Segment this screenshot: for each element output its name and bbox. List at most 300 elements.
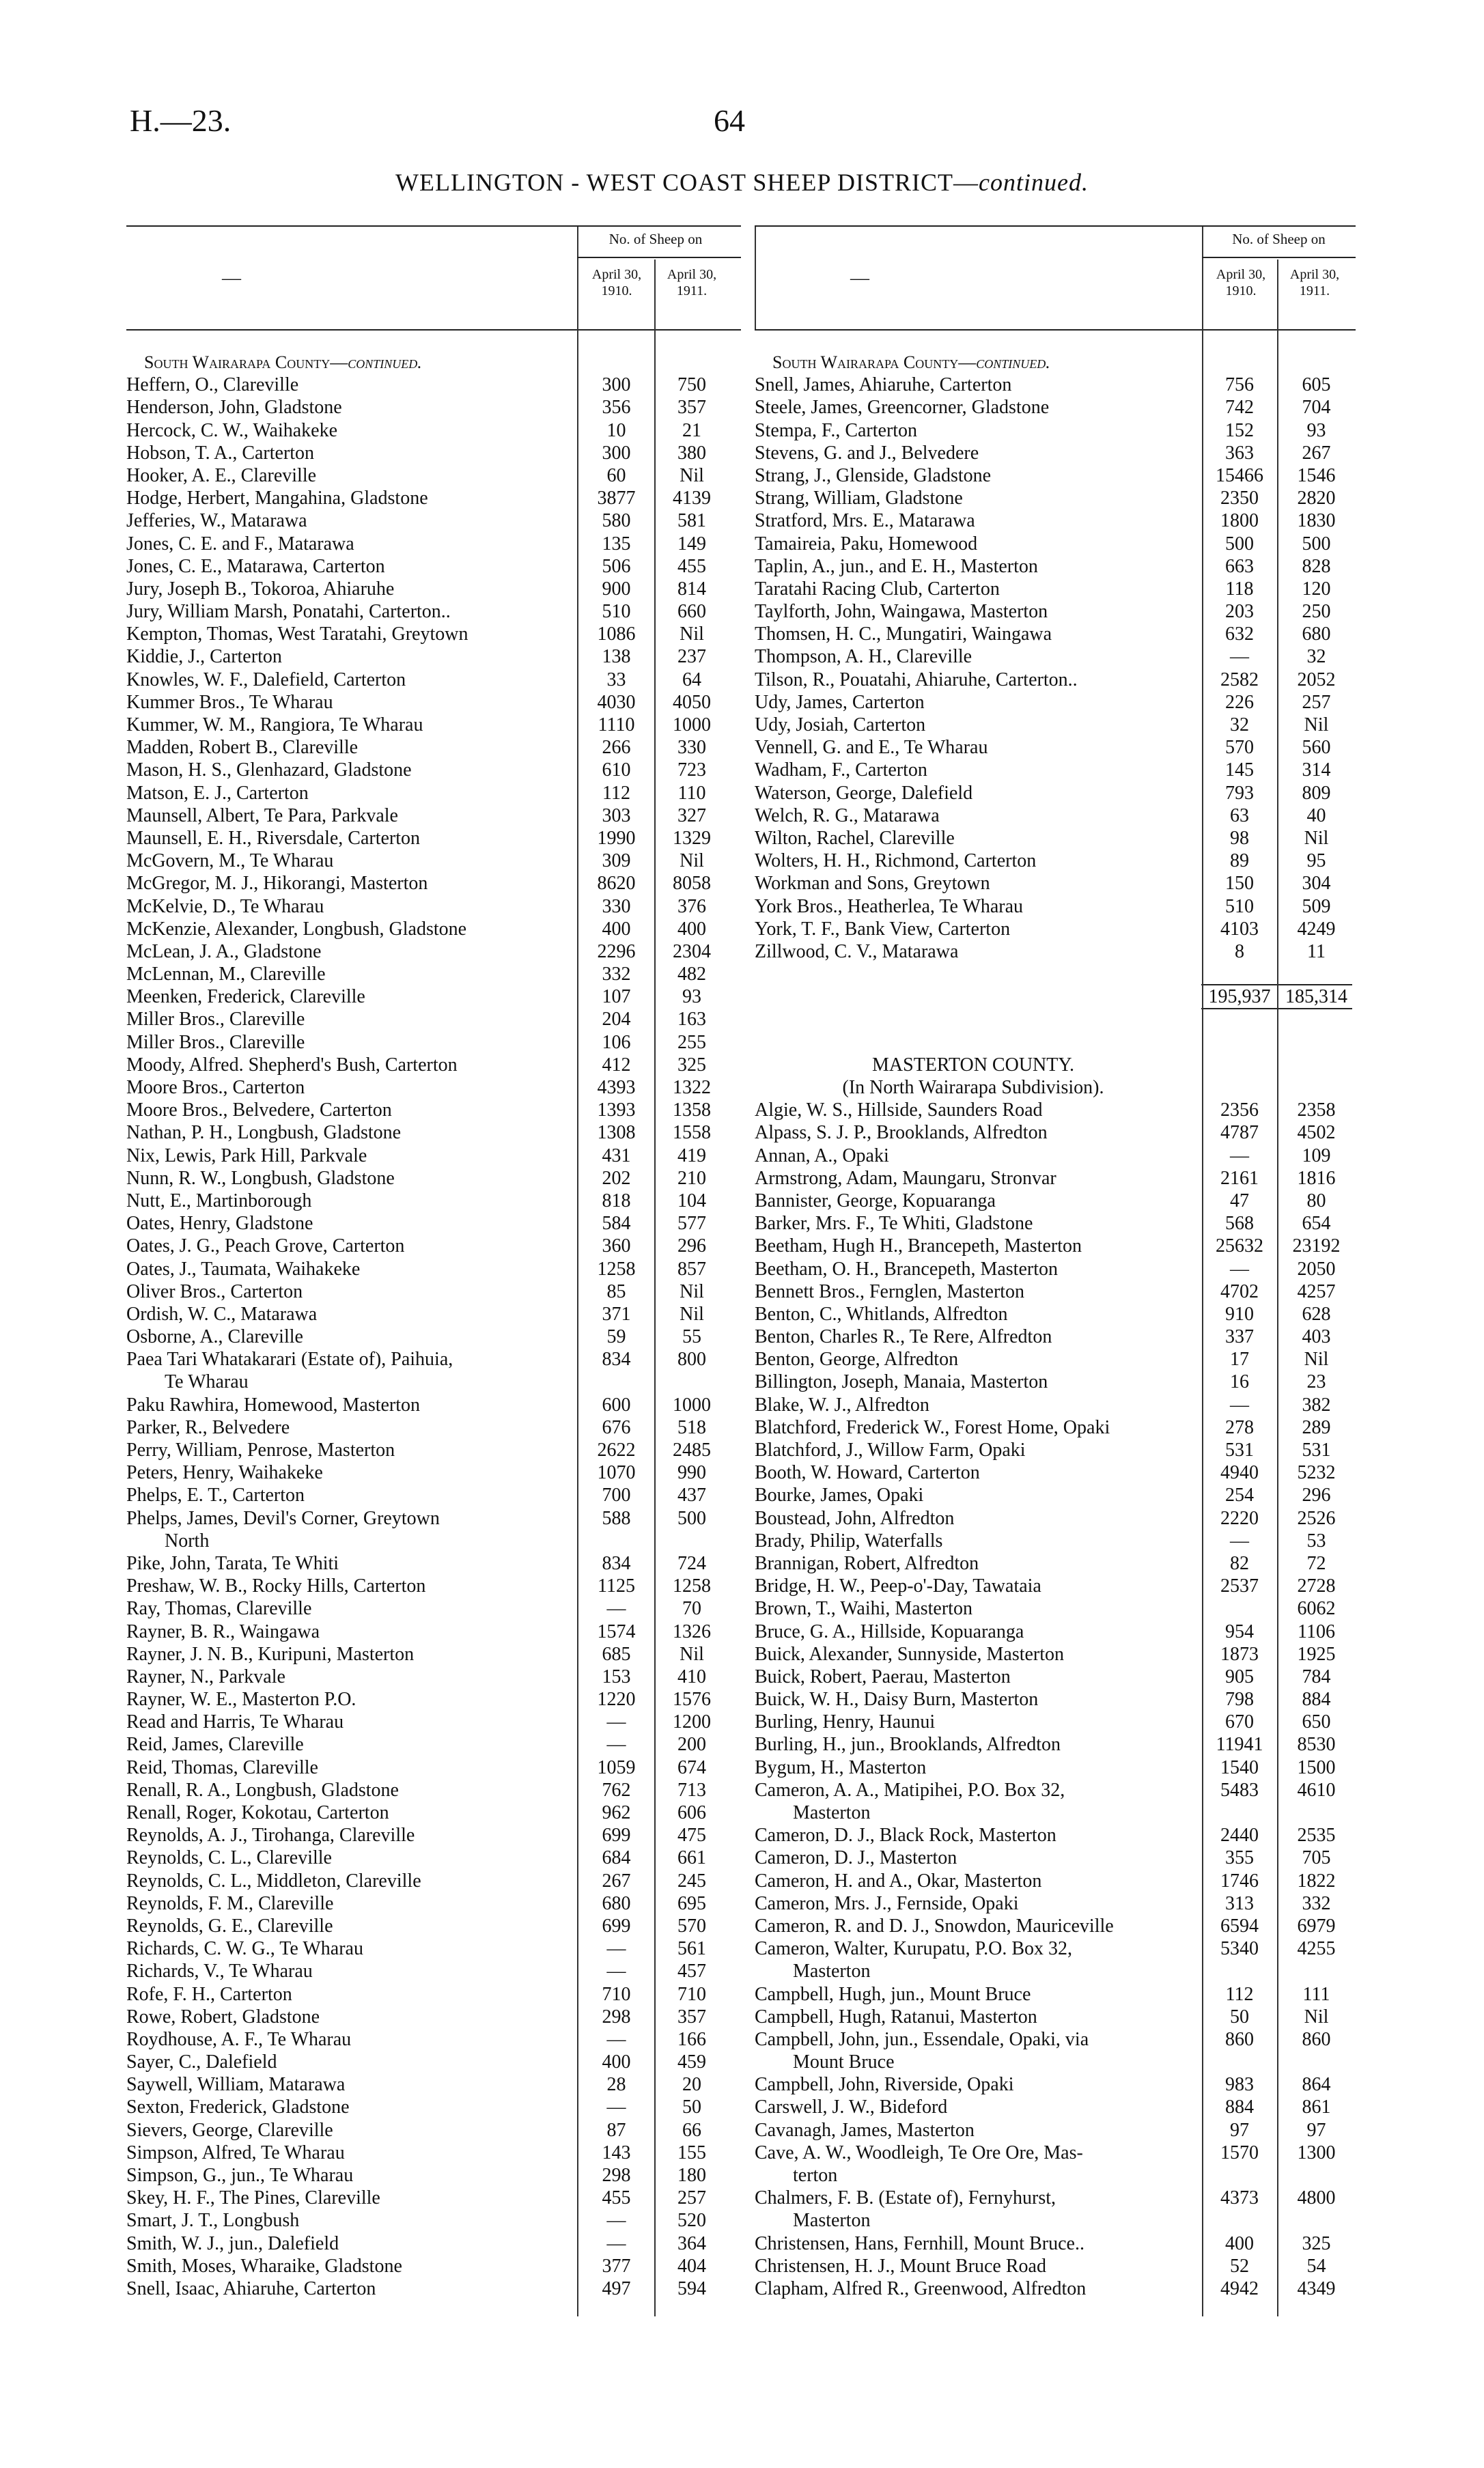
- value-1910: 226: [1225, 691, 1254, 713]
- row-name: Carswell, J. W., Bideford: [755, 2097, 948, 2118]
- row-name: Smith, Moses, Wharaike, Gladstone: [126, 2255, 402, 2277]
- row-name: Read and Harris, Te Wharau: [126, 1711, 344, 1733]
- value-1910: 4940: [1220, 1462, 1259, 1484]
- table-row: [126, 487, 741, 509]
- table-row: [126, 1824, 741, 1847]
- value-1910: 632: [1225, 623, 1254, 645]
- row-name: Sievers, George, Clareville: [126, 2119, 333, 2141]
- value-1911: 70: [682, 1598, 701, 1620]
- value-1910: 699: [602, 1825, 631, 1847]
- value-1910: 742: [1225, 397, 1254, 419]
- table-row: [755, 442, 1356, 464]
- table-row: [126, 1870, 741, 1892]
- value-1911: 410: [677, 1666, 706, 1687]
- table-row: [126, 1711, 741, 1733]
- value-1911: 330: [677, 737, 706, 759]
- row-name: Stratford, Mrs. E., Matarawa: [755, 510, 975, 532]
- table-row: [755, 985, 1356, 1008]
- table-row: [755, 1235, 1356, 1257]
- value-1911: 2820: [1297, 488, 1336, 509]
- value-1911: 457: [677, 1961, 706, 1982]
- value-1910: 584: [602, 1213, 631, 1235]
- row-name: Hodge, Herbert, Mangahina, Gladstone: [126, 488, 428, 509]
- value-1911: 809: [1302, 782, 1331, 804]
- row-name: Zillwood, C. V., Matarawa: [755, 940, 959, 962]
- value-1911: 1329: [673, 827, 711, 849]
- table-row: [126, 374, 741, 396]
- value-1910: 85: [606, 1280, 626, 1302]
- value-1911: 4050: [673, 691, 711, 713]
- value-1910: 1059: [597, 1756, 636, 1778]
- value-1911: 120: [1302, 578, 1331, 600]
- table-row: [755, 782, 1356, 804]
- right-body-divider-1: [1202, 328, 1203, 2316]
- table-row: [126, 1621, 741, 1643]
- row-name: Stevens, G. and J., Belvedere: [755, 442, 979, 464]
- value-1911: 380: [677, 442, 706, 464]
- row-name: Beetham, O. H., Brancepeth, Masterton: [755, 1258, 1058, 1280]
- value-1910: 10: [606, 419, 626, 441]
- value-1910: 1308: [597, 1122, 636, 1144]
- value-1911: Nil: [680, 623, 704, 645]
- value-1911: 104: [677, 1190, 706, 1211]
- value-1910: 1540: [1220, 1756, 1259, 1778]
- table-row: [126, 1892, 741, 1915]
- row-name: Kummer Bros., Te Wharau: [126, 691, 333, 713]
- right-rows: [755, 331, 1356, 2300]
- value-1911: 8530: [1297, 1734, 1336, 1756]
- right-header-subrule: [1202, 257, 1356, 258]
- value-1911: 180: [677, 2165, 706, 2186]
- row-name: Booth, W. Howard, Carterton: [755, 1462, 980, 1484]
- value-1911: 364: [677, 2232, 706, 2254]
- value-1911: 710: [677, 1983, 706, 2005]
- table-row: [755, 2232, 1356, 2255]
- table-row: [755, 850, 1356, 872]
- table-row: [755, 645, 1356, 668]
- value-1911: 149: [677, 533, 706, 555]
- table-row: [755, 2006, 1356, 2028]
- row-name: Te Wharau: [126, 1371, 249, 1393]
- row-name: Buick, W. H., Daisy Burn, Masterton: [755, 1689, 1039, 1711]
- table-row: [755, 1121, 1356, 1144]
- value-1910: 834: [602, 1552, 631, 1574]
- value-1910: 685: [602, 1643, 631, 1665]
- row-name: Phelps, E. T., Carterton: [126, 1485, 305, 1506]
- table-row: [755, 351, 1356, 374]
- value-1911: 500: [1302, 533, 1331, 555]
- value-1910: 150: [1225, 873, 1254, 895]
- value-1910: 568: [1225, 1213, 1254, 1235]
- value-1911: 531: [1302, 1440, 1331, 1461]
- value-1910: 588: [602, 1507, 631, 1529]
- table-row: [126, 1756, 741, 1779]
- value-1911: 8058: [673, 873, 711, 895]
- value-1911: 55: [682, 1326, 701, 1348]
- value-1911: 40: [1306, 804, 1326, 826]
- table-row: [126, 1212, 741, 1235]
- row-name: McGregor, M. J., Hikorangi, Masterton: [126, 873, 428, 895]
- value-1910: 4787: [1220, 1122, 1259, 1144]
- row-name: Tilson, R., Pouatahi, Ahiaruhe, Carterton..: [755, 669, 1078, 690]
- value-1911: 1000: [673, 1394, 711, 1416]
- row-name: Sexton, Frederick, Gladstone: [126, 2097, 350, 2118]
- table-row: [126, 1507, 741, 1530]
- row-name: Snell, Isaac, Ahiaruhe, Carterton: [126, 2277, 376, 2299]
- table-row: [126, 2006, 741, 2028]
- table-row: [755, 1326, 1356, 1348]
- value-1910: 1125: [598, 1575, 635, 1597]
- value-1910: 1574: [597, 1621, 636, 1642]
- value-1910: 337: [1225, 1326, 1254, 1348]
- value-1910: 63: [1230, 804, 1249, 826]
- row-name: Saywell, William, Matarawa: [126, 2074, 346, 2096]
- table-row: [126, 2255, 741, 2277]
- value-1911: 605: [1302, 374, 1331, 396]
- value-1910: 2296: [597, 940, 636, 962]
- value-1910: 412: [602, 1054, 631, 1076]
- row-name: Steele, James, Greencorner, Gladstone: [755, 397, 1050, 419]
- right-header-leftedge: [755, 227, 756, 329]
- value-1910: 1746: [1220, 1870, 1259, 1892]
- table-row: [755, 1733, 1356, 1756]
- table-row: [126, 1371, 741, 1393]
- row-name: Brown, T., Waihi, Masterton: [755, 1598, 972, 1620]
- value-1911: 4502: [1297, 1122, 1336, 1144]
- row-name: Cameron, H. and A., Okar, Masterton: [755, 1870, 1042, 1892]
- value-1910: 15466: [1216, 464, 1263, 486]
- value-1910: 1070: [597, 1462, 636, 1484]
- table-row: [126, 1235, 741, 1257]
- table-row: [126, 1121, 741, 1144]
- row-name: Kiddie, J., Carterton: [126, 646, 282, 668]
- table-row: [755, 669, 1356, 691]
- value-1911: 459: [677, 2051, 706, 2073]
- value-1911: 1830: [1297, 510, 1336, 532]
- value-1911: 332: [1302, 1892, 1331, 1914]
- table-row: [755, 2209, 1356, 2232]
- table-row: [126, 351, 741, 374]
- value-1911: 376: [677, 895, 706, 917]
- value-1911: 1326: [673, 1621, 711, 1642]
- table-row: [755, 1280, 1356, 1303]
- row-name: Oliver Bros., Carterton: [126, 1280, 303, 1302]
- value-1911: 1576: [673, 1689, 711, 1711]
- table-row: [755, 1915, 1356, 1937]
- value-1911: 357: [677, 2006, 706, 2028]
- left-header-subrule: [577, 257, 741, 258]
- value-1911: Nil: [680, 1643, 704, 1665]
- row-name: Cameron, D. J., Masterton: [755, 1847, 957, 1869]
- row-name: Hercock, C. W., Waihakeke: [126, 419, 338, 441]
- row-name: Benton, C., Whitlands, Alfredton: [755, 1303, 1008, 1325]
- value-1910: 82: [1230, 1552, 1249, 1574]
- table-row: [755, 1394, 1356, 1416]
- value-1910: 2537: [1220, 1575, 1259, 1597]
- row-name: Christensen, Hans, Fernhill, Mount Bruce..: [755, 2232, 1084, 2254]
- row-name: Madden, Robert B., Clareville: [126, 737, 359, 759]
- page-number: 64: [714, 103, 745, 138]
- value-1911: 80: [1306, 1190, 1326, 1211]
- row-name: Waterson, George, Dalefield: [755, 782, 973, 804]
- table-row: [126, 1779, 741, 1801]
- table-row: [126, 1008, 741, 1030]
- value-1910: 203: [1225, 601, 1254, 623]
- row-name: Nutt, E., Martinborough: [126, 1190, 312, 1211]
- value-1911: 577: [677, 1213, 706, 1235]
- value-1911: 628: [1302, 1303, 1331, 1325]
- table-row: [755, 1983, 1356, 2006]
- value-1910: 4103: [1220, 918, 1259, 940]
- row-name: Jury, Joseph B., Tokoroa, Ahiaruhe: [126, 578, 395, 600]
- value-1910: 798: [1225, 1689, 1254, 1711]
- value-1911: 21: [682, 419, 701, 441]
- row-name: Preshaw, W. B., Rocky Hills, Carterton: [126, 1575, 426, 1597]
- row-name: Rofe, F. H., Carterton: [126, 1983, 292, 2005]
- value-1911: 1300: [1297, 2142, 1336, 2163]
- value-1911: 800: [677, 1349, 706, 1371]
- value-1911: 155: [677, 2142, 706, 2163]
- table-row: [755, 759, 1356, 781]
- row-name: Bennett Bros., Fernglen, Masterton: [755, 1280, 1025, 1302]
- row-name: Moore Bros., Carterton: [126, 1077, 305, 1098]
- table-row: [755, 1937, 1356, 1960]
- row-name: Workman and Sons, Greytown: [755, 873, 990, 895]
- row-name: Hooker, A. E., Clareville: [126, 464, 317, 486]
- row-name: Buick, Alexander, Sunnyside, Masterton: [755, 1643, 1065, 1665]
- value-1911: 884: [1302, 1689, 1331, 1711]
- value-1911: 581: [677, 510, 706, 532]
- value-1910: 47: [1230, 1190, 1249, 1211]
- value-1911: 1546: [1297, 464, 1336, 486]
- table-row: [755, 1371, 1356, 1393]
- table-row: [755, 691, 1356, 714]
- table-row: [755, 555, 1356, 578]
- table-row: [126, 2096, 741, 2118]
- value-1911: Nil: [680, 1280, 704, 1302]
- table-row: [755, 1870, 1356, 1892]
- value-1910: 818: [602, 1190, 631, 1211]
- value-1910: 195,937: [1208, 986, 1271, 1008]
- value-1911: 680: [1302, 623, 1331, 645]
- value-1910: 756: [1225, 374, 1254, 396]
- row-name: Parker, R., Belvedere: [126, 1416, 290, 1438]
- row-name: Mount Bruce: [755, 2051, 895, 2073]
- value-1911: 357: [677, 397, 706, 419]
- table-row: [126, 1915, 741, 1937]
- value-1910: 983: [1225, 2074, 1254, 2096]
- value-1910: 138: [602, 646, 631, 668]
- value-1910: 107: [602, 986, 631, 1008]
- value-1910: 28: [606, 2074, 626, 2096]
- row-name: Nunn, R. W., Longbush, Gladstone: [126, 1167, 395, 1189]
- row-name: Alpass, S. J. P., Brooklands, Alfredton: [755, 1122, 1048, 1144]
- row-name: Christensen, H. J., Mount Bruce Road: [755, 2255, 1046, 2277]
- value-1910: 313: [1225, 1892, 1254, 1914]
- value-1911: 296: [677, 1235, 706, 1257]
- table-row: [126, 1280, 741, 1303]
- table-row: [755, 1552, 1356, 1575]
- value-1910: 330: [602, 895, 631, 917]
- table-row: [755, 963, 1356, 985]
- table-row: [126, 555, 741, 578]
- row-name: Cavanagh, James, Masterton: [755, 2119, 975, 2141]
- row-name: Rowe, Robert, Gladstone: [126, 2006, 320, 2028]
- table-row: [755, 1575, 1356, 1597]
- table-row: [755, 1688, 1356, 1711]
- value-1911: 705: [1302, 1847, 1331, 1869]
- row-name: Rayner, W. E., Masterton P.O.: [126, 1689, 356, 1711]
- value-1911: 185,314: [1285, 986, 1347, 1008]
- value-1911: 296: [1302, 1485, 1331, 1506]
- table-row: [126, 623, 741, 645]
- row-name: Renall, Roger, Kokotau, Carterton: [126, 1802, 389, 1823]
- value-1910: 300: [602, 374, 631, 396]
- value-1911: 518: [677, 1416, 706, 1438]
- table-row: [755, 464, 1356, 487]
- table-row: [755, 1484, 1356, 1506]
- value-1910: 400: [602, 2051, 631, 2073]
- table-row: [755, 2164, 1356, 2187]
- value-1910: 360: [602, 1235, 631, 1257]
- table-row: [126, 2028, 741, 2051]
- value-1911: 257: [1302, 691, 1331, 713]
- value-1911: 1200: [673, 1711, 711, 1733]
- left-body-divider-2: [654, 328, 656, 2316]
- row-name: Meenken, Frederick, Clareville: [126, 986, 365, 1008]
- right-header-subdivider: [1277, 260, 1278, 329]
- value-1911: Nil: [1304, 714, 1329, 735]
- value-1911: 2526: [1297, 1507, 1336, 1529]
- row-name: Nathan, P. H., Longbush, Gladstone: [126, 1122, 402, 1144]
- value-1910: —: [1230, 646, 1249, 668]
- row-name: Jones, C. E. and F., Matarawa: [126, 533, 354, 555]
- row-name: Roydhouse, A. F., Te Wharau: [126, 2028, 352, 2050]
- row-name: Masterton: [755, 1961, 871, 1982]
- table-row: [755, 1167, 1356, 1190]
- value-1910: 510: [602, 601, 631, 623]
- row-name: Benton, Charles R., Te Rere, Alfredton: [755, 1326, 1052, 1348]
- value-1910: 204: [602, 1009, 631, 1030]
- value-1910: 267: [602, 1870, 631, 1892]
- row-name: Mason, H. S., Glenhazard, Gladstone: [126, 759, 412, 781]
- value-1910: 500: [1225, 533, 1254, 555]
- value-1911: 210: [677, 1167, 706, 1189]
- table-row: [126, 1688, 741, 1711]
- value-1911: 1322: [673, 1077, 711, 1098]
- row-name: Phelps, James, Devil's Corner, Greytown: [126, 1507, 440, 1529]
- value-1911: 255: [677, 1031, 706, 1053]
- table-row: [755, 1258, 1356, 1280]
- value-1910: 510: [1225, 895, 1254, 917]
- row-name: Vennell, G. and E., Te Wharau: [755, 737, 988, 759]
- value-1910: 570: [1225, 737, 1254, 759]
- table-row: [126, 600, 741, 623]
- table-row: [755, 2255, 1356, 2277]
- table-row: [755, 2142, 1356, 2164]
- table-row: [126, 827, 741, 850]
- row-name: Beetham, Hugh H., Brancepeth, Masterton: [755, 1235, 1082, 1257]
- value-1910: 1800: [1220, 510, 1259, 532]
- value-1910: —: [1230, 1258, 1249, 1280]
- value-1910: 954: [1225, 1621, 1254, 1642]
- value-1911: Nil: [1304, 827, 1329, 849]
- value-1911: 6062: [1297, 1598, 1336, 1620]
- row-name: Heffern, O., Clareville: [126, 374, 299, 396]
- value-1911: 990: [677, 1462, 706, 1484]
- value-1910: 16: [1230, 1371, 1249, 1393]
- row-name: Burling, H., jun., Brooklands, Alfredton: [755, 1734, 1061, 1756]
- row-name: Bruce, G. A., Hillside, Kopuaranga: [755, 1621, 1024, 1642]
- value-1911: 864: [1302, 2074, 1331, 2096]
- right-column: [755, 225, 1356, 2300]
- table-row: [755, 1530, 1356, 1552]
- value-1911: 4349: [1297, 2277, 1336, 2299]
- value-1911: 750: [677, 374, 706, 396]
- value-1910: 303: [602, 804, 631, 826]
- value-1911: 97: [1306, 2119, 1326, 2141]
- row-name: Chalmers, F. B. (Estate of), Fernyhurst,: [755, 2187, 1056, 2209]
- value-1911: 93: [682, 986, 701, 1008]
- row-name: Kummer, W. M., Rangiora, Te Wharau: [126, 714, 423, 735]
- value-1910: 684: [602, 1847, 631, 1869]
- value-1910: 1110: [598, 714, 635, 735]
- value-1911: 325: [677, 1054, 706, 1076]
- row-name: Buick, Robert, Paerau, Masterton: [755, 1666, 1011, 1687]
- value-1910: 834: [602, 1349, 631, 1371]
- value-1911: 695: [677, 1892, 706, 1914]
- left-header-dash: —: [222, 268, 241, 289]
- table-row: [126, 895, 741, 918]
- value-1910: 663: [1225, 555, 1254, 577]
- table-row: [755, 1348, 1356, 1371]
- table-row: [126, 1552, 741, 1575]
- value-1910: 710: [602, 1983, 631, 2005]
- value-1911: 20: [682, 2074, 701, 2096]
- value-1910: 152: [1225, 419, 1254, 441]
- row-name: Knowles, W. F., Dalefield, Carterton: [126, 669, 406, 690]
- row-name: Campbell, Hugh, Ratanui, Masterton: [755, 2006, 1037, 2028]
- table-row: [755, 1756, 1356, 1779]
- table-row: [755, 2051, 1356, 2073]
- table-row: [755, 918, 1356, 940]
- row-name: Oates, Henry, Gladstone: [126, 1213, 313, 1235]
- value-1910: 32: [1230, 714, 1249, 735]
- table-row: [126, 736, 741, 759]
- value-1910: 87: [606, 2119, 626, 2141]
- value-1911: 327: [677, 804, 706, 826]
- table-row: [126, 1303, 741, 1326]
- value-1910: 531: [1225, 1440, 1254, 1461]
- row-name: (In North Wairarapa Subdivision).: [842, 1077, 1104, 1098]
- row-name: Cameron, Walter, Kurupatu, P.O. Box 32,: [755, 1938, 1073, 1960]
- row-name: Moody, Alfred. Shepherd's Bush, Carterton: [126, 1054, 458, 1076]
- row-name: Jones, C. E., Matarawa, Carterton: [126, 555, 385, 577]
- table-row: [126, 1326, 741, 1348]
- table-row: [126, 782, 741, 804]
- table-row: [755, 1008, 1356, 1030]
- left-table-header: [126, 225, 741, 331]
- table-row: [126, 872, 741, 895]
- table-row: [126, 1167, 741, 1190]
- row-name: Oates, J. G., Peach Grove, Carterton: [126, 1235, 405, 1257]
- row-name: Masterton: [755, 2210, 871, 2232]
- title-continued: continued.: [979, 169, 1089, 196]
- value-1910: 900: [602, 578, 631, 600]
- left-body-divider-1: [577, 328, 578, 2316]
- value-1911: 500: [677, 1507, 706, 1529]
- value-1910: 97: [1230, 2119, 1249, 2141]
